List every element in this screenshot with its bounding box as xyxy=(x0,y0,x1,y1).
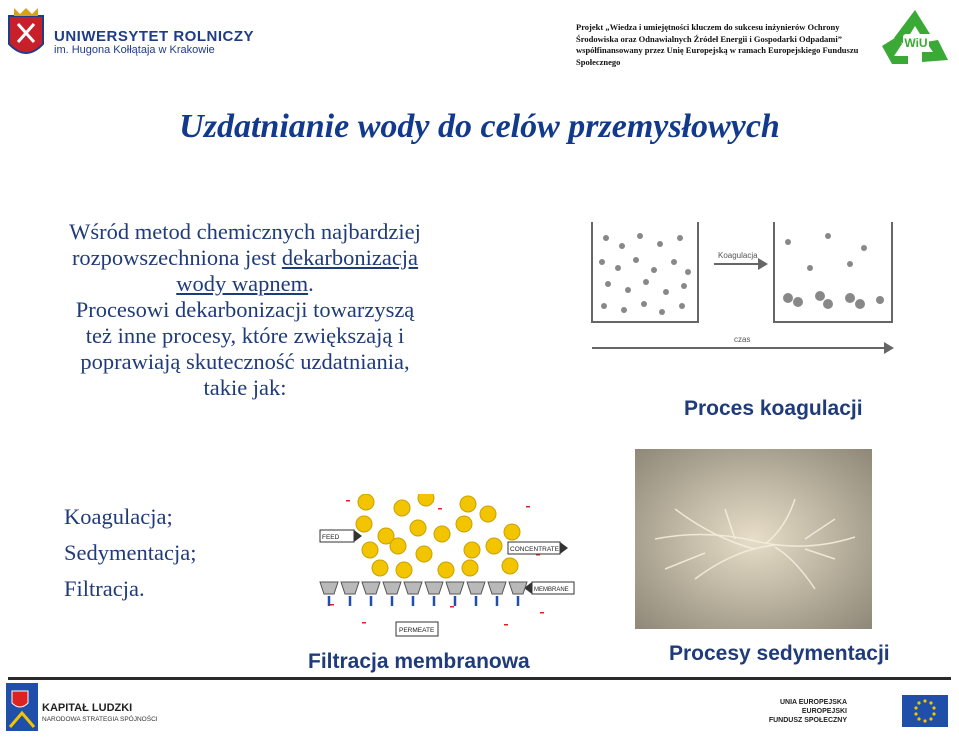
list-item-3: Filtracja. xyxy=(64,576,145,601)
university-subtitle: im. Hugona Kołłątaja w Krakowie xyxy=(54,44,215,56)
university-name: UNIWERSYTET ROLNICZY xyxy=(54,28,254,45)
kapital-ludzki-subtitle: NARODOWA STRATEGIA SPÓJNOŚCI xyxy=(42,716,158,723)
eu-line-2: EUROPEJSKI xyxy=(801,708,847,715)
university-crest xyxy=(6,6,46,62)
eu-fund-text xyxy=(769,698,847,725)
footer-divider xyxy=(8,677,951,680)
sedimentation-caption: Procesy sedymentacji xyxy=(669,642,890,665)
eu-flag-icon xyxy=(902,695,948,727)
feed-label: FEED xyxy=(322,534,340,541)
coag-time-label: czas xyxy=(734,335,751,344)
eu-line-3: FUNDUSZ SPOŁECZNY xyxy=(768,717,847,724)
coag-arrow-label: Koagulacja xyxy=(718,251,758,260)
intro-paragraph xyxy=(60,219,430,401)
membrane-caption: Filtracja membranowa xyxy=(308,650,530,673)
kapital-ludzki-title: KAPITAŁ LUDZKI xyxy=(42,702,133,714)
slide-title: Uzdatnianie wody do celów przemysłowych xyxy=(179,108,780,145)
sedimentation-photo xyxy=(635,449,872,629)
permeate-label: PERMEATE xyxy=(399,627,435,634)
intro-end: . xyxy=(308,271,314,296)
logo-badge: WiU xyxy=(904,36,928,50)
list-item-1: Koagulacja; xyxy=(64,504,173,529)
coagulation-diagram xyxy=(588,218,903,358)
recycle-logo-icon xyxy=(878,6,952,70)
membrane-label: MEMBRANE xyxy=(534,587,569,593)
project-description: Projekt „Wiedza i umiejętności kluczem do sukcesu inżynierów Ochrony Środowiska oraz Odnawialnych Źródeł Energii i Gospodarki Odpadami” współfinansowany przez Unię Europejską w ramach Europejskiego Funduszu Społecznego xyxy=(576,22,859,67)
kapital-ludzki-logo-icon xyxy=(6,683,38,731)
intro-link[interactable]: dekarbonizacja wody wapnem xyxy=(176,245,419,296)
concentrate-label: CONCENTRATE xyxy=(510,546,559,553)
intro-text: Wśród metod chemicznych najbardziej rozpowszechniona jest xyxy=(69,219,421,270)
eu-line-1: UNIA EUROPEJSKA xyxy=(779,699,847,706)
paragraph-2: Procesowi dekarbonizacji towarzyszą też inne procesy, które zwiększają i poprawiają skuteczność uzdatniania, takie jak: xyxy=(75,297,415,400)
list-item-2: Sedymentacja; xyxy=(64,540,197,565)
membrane-filtration-diagram xyxy=(300,494,590,642)
coagulation-caption: Proces koagulacji xyxy=(684,397,863,420)
